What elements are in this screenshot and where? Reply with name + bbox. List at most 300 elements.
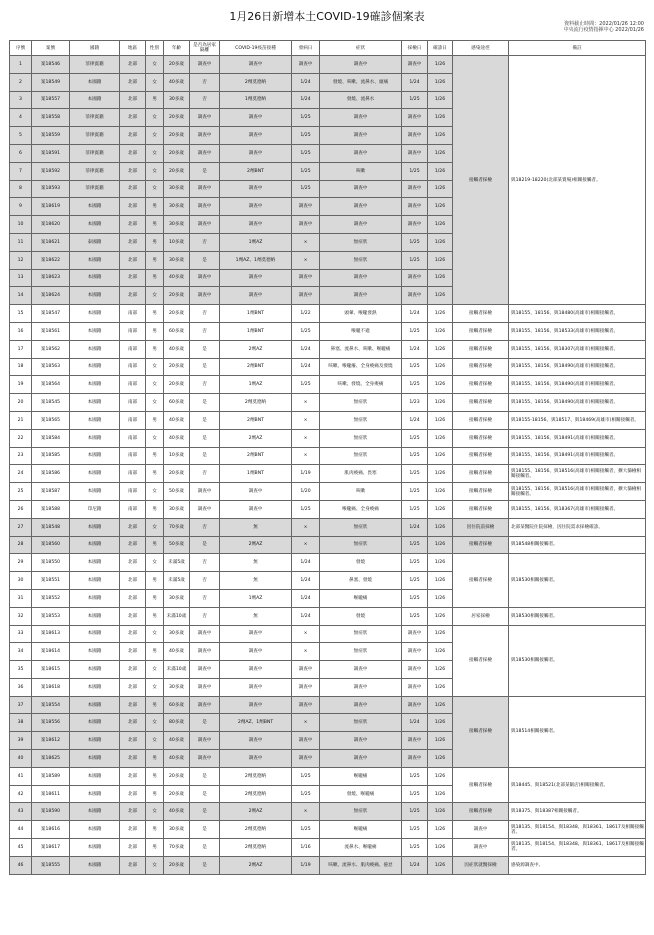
cell-onset: 1/16 (292, 839, 320, 857)
data-source-note (564, 21, 644, 34)
cell-area: 南部 (120, 358, 146, 376)
cell-nationality: 本國籍 (70, 696, 120, 714)
cell-sampling: 1/25 (402, 536, 428, 554)
cell-nationality: 本國籍 (70, 465, 120, 483)
cell-note: 北部某醫院住院採檢，因住院需求採檢確診。 (509, 518, 646, 536)
cell-age: 40多歲 (164, 73, 190, 91)
cell-symptoms: 咳嗽 (320, 483, 402, 501)
cell-note: 與18530相關接觸者。 (509, 554, 646, 607)
cell-onset: × (292, 625, 320, 643)
cell-area: 南部 (120, 394, 146, 412)
cell-case: 案18556 (32, 714, 70, 732)
cell-nationality: 本國籍 (70, 358, 120, 376)
cell-confirmed: 1/26 (428, 358, 453, 376)
cell-area: 南部 (120, 447, 146, 465)
case-table (9, 40, 646, 875)
cell-nationality: 本國籍 (70, 732, 120, 750)
cell-symptoms: 咳嗽、喉嚨癢、全身痠痛及發燒 (320, 358, 402, 376)
cell-note: 感染源調查中。 (509, 856, 646, 874)
cell-age: 20多歲 (164, 785, 190, 803)
cell-symptoms: 無症狀 (320, 251, 402, 269)
data-publisher: 中央流行疫情指揮中心 2022/01/26 (563, 27, 644, 34)
cell-note: 與18514相關接觸者。 (509, 696, 646, 767)
cell-route: 接觸者採檢 (453, 447, 509, 465)
cell-onset: × (292, 803, 320, 821)
cell-confirmed: 1/26 (428, 73, 453, 91)
cell-no: 24 (10, 465, 32, 483)
table-row (10, 394, 646, 412)
cell-age: 30多歲 (164, 625, 190, 643)
cell-onset: 1/19 (292, 856, 320, 874)
cell-symptoms: 調查中 (320, 109, 402, 127)
table-row (10, 56, 646, 74)
cell-isolation: 是 (190, 785, 220, 803)
cell-sex: 男 (146, 305, 164, 323)
cell-confirmed: 1/26 (428, 376, 453, 394)
cell-sampling: 1/25 (402, 358, 428, 376)
cell-nationality: 本國籍 (70, 767, 120, 785)
cell-no: 7 (10, 162, 32, 180)
table-header-row (10, 41, 646, 56)
cell-vaccine: 調查中 (220, 216, 292, 234)
cell-area: 北部 (120, 661, 146, 679)
cell-isolation: 調查中 (190, 109, 220, 127)
cell-confirmed: 1/26 (428, 127, 453, 145)
cell-isolation: 否 (190, 554, 220, 572)
cell-age: 30多歲 (164, 821, 190, 839)
cell-confirmed: 1/26 (428, 305, 453, 323)
cell-vaccine: 2劑莫德納 (220, 767, 292, 785)
cell-onset: × (292, 394, 320, 412)
cell-case: 案18562 (32, 340, 70, 358)
cell-sex: 女 (146, 162, 164, 180)
cell-confirmed: 1/26 (428, 233, 453, 251)
table-row (10, 465, 646, 483)
cell-confirmed: 1/26 (428, 483, 453, 501)
cell-symptoms: 無症狀 (320, 518, 402, 536)
cell-age: 40多歲 (164, 340, 190, 358)
cell-case: 案18546 (32, 56, 70, 74)
cell-sex: 女 (146, 803, 164, 821)
cell-confirmed: 1/26 (428, 803, 453, 821)
cell-sex: 女 (146, 429, 164, 447)
cell-onset: × (292, 251, 320, 269)
cell-onset: × (292, 233, 320, 251)
cell-nationality: 本國籍 (70, 821, 120, 839)
cell-sampling: 1/25 (402, 500, 428, 518)
cell-sex: 男 (146, 839, 164, 857)
cell-case: 案18560 (32, 536, 70, 554)
cell-age: 30多歲 (164, 180, 190, 198)
cell-case: 案18554 (32, 696, 70, 714)
cell-sex: 男 (146, 216, 164, 234)
cell-vaccine: 2劑AZ、1劑BNT (220, 714, 292, 732)
cell-symptoms: 調查中 (320, 216, 402, 234)
cell-route: 接觸者採檢 (453, 625, 509, 696)
cell-note: 與18155、18156、與18516(高雄市)相關接觸者，擴大篩檢相關接觸者。 (509, 483, 646, 501)
cell-no: 19 (10, 376, 32, 394)
cell-sex: 女 (146, 554, 164, 572)
cell-route: 接觸者採檢 (453, 305, 509, 323)
table-row (10, 340, 646, 358)
cell-vaccine: 1劑BNT (220, 305, 292, 323)
cell-no: 34 (10, 643, 32, 661)
cell-symptoms: 咳嗽、發燒、全身痠痛 (320, 376, 402, 394)
cell-isolation: 調查中 (190, 678, 220, 696)
cell-confirmed: 1/26 (428, 180, 453, 198)
cell-case: 案18564 (32, 376, 70, 394)
cell-age: 30多歲 (164, 500, 190, 518)
cell-isolation: 否 (190, 305, 220, 323)
cell-sampling: 1/25 (402, 821, 428, 839)
cell-isolation: 調查中 (190, 216, 220, 234)
cell-vaccine: 2劑AZ (220, 429, 292, 447)
cell-case: 案18625 (32, 750, 70, 768)
cell-area: 北部 (120, 251, 146, 269)
cell-case: 案18611 (32, 785, 70, 803)
cell-no: 27 (10, 518, 32, 536)
cell-area: 北部 (120, 198, 146, 216)
cell-no: 9 (10, 198, 32, 216)
cell-isolation: 調查中 (190, 500, 220, 518)
cell-age: 20多歲 (164, 465, 190, 483)
cell-symptoms: 無症狀 (320, 803, 402, 821)
cell-confirmed: 1/26 (428, 714, 453, 732)
cell-sex: 女 (146, 856, 164, 874)
table-row (10, 607, 646, 625)
cell-isolation: 是 (190, 839, 220, 857)
cell-symptoms: 調查中 (320, 180, 402, 198)
cell-sampling: 1/25 (402, 803, 428, 821)
cell-nationality: 本國籍 (70, 394, 120, 412)
cell-symptoms: 發燒、咳嗽、流鼻水、頭痛 (320, 73, 402, 91)
cell-symptoms: 咳嗽 (320, 162, 402, 180)
cell-symptoms: 發燒、流鼻水 (320, 91, 402, 109)
cell-area: 北部 (120, 536, 146, 554)
cell-nationality: 本國籍 (70, 856, 120, 874)
cell-area: 北部 (120, 589, 146, 607)
cell-case: 案18592 (32, 162, 70, 180)
cell-symptoms: 發燒、喉嚨痛 (320, 785, 402, 803)
cell-no: 18 (10, 358, 32, 376)
cell-confirmed: 1/26 (428, 429, 453, 447)
cell-nationality: 本國籍 (70, 714, 120, 732)
cell-isolation: 是 (190, 394, 220, 412)
cell-vaccine: 2劑莫德納 (220, 73, 292, 91)
cell-confirmed: 1/26 (428, 767, 453, 785)
cell-sex: 女 (146, 287, 164, 305)
cell-isolation: 是 (190, 767, 220, 785)
cell-age: 10多歲 (164, 233, 190, 251)
cell-area: 北部 (120, 856, 146, 874)
cell-age: 未滿5歲 (164, 572, 190, 590)
cell-case: 案18593 (32, 180, 70, 198)
cell-isolation: 是 (190, 162, 220, 180)
cell-sex: 男 (146, 465, 164, 483)
cell-isolation: 否 (190, 376, 220, 394)
cell-isolation: 調查中 (190, 198, 220, 216)
cell-confirmed: 1/26 (428, 56, 453, 74)
cell-sex: 女 (146, 109, 164, 127)
cell-sex: 女 (146, 73, 164, 91)
cell-onset: 1/24 (292, 358, 320, 376)
cell-vaccine: 調查中 (220, 198, 292, 216)
cell-route: 接觸者採檢 (453, 483, 509, 501)
cell-case: 案18559 (32, 127, 70, 145)
cell-area: 北部 (120, 607, 146, 625)
cell-confirmed: 1/26 (428, 785, 453, 803)
cell-sampling: 1/25 (402, 465, 428, 483)
header-age: 年齡 (164, 41, 190, 56)
cell-sex: 男 (146, 607, 164, 625)
table-row (10, 483, 646, 501)
cell-area: 南部 (120, 411, 146, 429)
table-row (10, 767, 646, 785)
cell-area: 北部 (120, 803, 146, 821)
cell-onset: 1/25 (292, 767, 320, 785)
cell-sex: 男 (146, 198, 164, 216)
cell-confirmed: 1/26 (428, 394, 453, 412)
cell-onset: 1/24 (292, 572, 320, 590)
cell-case: 案18558 (32, 109, 70, 127)
cell-area: 南部 (120, 483, 146, 501)
cell-no: 13 (10, 269, 32, 287)
cell-symptoms: 咳嗽、流鼻水、肌肉痠痛、倦怠 (320, 856, 402, 874)
header-onset: 發病日 (292, 41, 320, 56)
cell-case: 案18584 (32, 429, 70, 447)
cell-age: 20多歲 (164, 767, 190, 785)
cell-onset: 調查中 (292, 56, 320, 74)
cell-no: 43 (10, 803, 32, 821)
cell-area: 北部 (120, 162, 146, 180)
cell-isolation: 是 (190, 821, 220, 839)
cell-route: 接觸者採檢 (453, 429, 509, 447)
cell-note: 與18445、與18521(北部某飯店)相關接觸者。 (509, 767, 646, 803)
cell-route: 接觸者採檢 (453, 411, 509, 429)
cell-no: 42 (10, 785, 32, 803)
cell-case: 案18585 (32, 447, 70, 465)
cell-confirmed: 1/26 (428, 251, 453, 269)
cell-sampling: 1/23 (402, 394, 428, 412)
cell-age: 40多歲 (164, 732, 190, 750)
table-row (10, 696, 646, 714)
cell-confirmed: 1/26 (428, 162, 453, 180)
header-isolation: 是否為居家隔離 (190, 41, 220, 56)
cell-sex: 男 (146, 589, 164, 607)
header-route: 感染途徑 (453, 41, 509, 56)
cell-nationality: 本國籍 (70, 287, 120, 305)
cell-confirmed: 1/26 (428, 269, 453, 287)
header-case: 案號 (32, 41, 70, 56)
cell-no: 4 (10, 109, 32, 127)
cell-nationality: 本國籍 (70, 572, 120, 590)
cell-note: 與18530相關接觸者。 (509, 607, 646, 625)
cell-no: 22 (10, 429, 32, 447)
cell-isolation: 是 (190, 856, 220, 874)
cell-vaccine: 調查中 (220, 678, 292, 696)
cell-onset: 調查中 (292, 269, 320, 287)
cell-onset: × (292, 536, 320, 554)
cell-sampling: 調查中 (402, 180, 428, 198)
cell-age: 70多歲 (164, 839, 190, 857)
cell-nationality: 菲律賓籍 (70, 180, 120, 198)
cell-confirmed: 1/26 (428, 625, 453, 643)
cell-sex: 女 (146, 661, 164, 679)
cell-nationality: 本國籍 (70, 750, 120, 768)
cell-area: 北部 (120, 839, 146, 857)
cell-note: 與18155、18156、與18491(高雄市)相關接觸者。 (509, 429, 646, 447)
cell-sex: 女 (146, 483, 164, 501)
cell-vaccine: 無 (220, 607, 292, 625)
cell-sex: 女 (146, 376, 164, 394)
cell-area: 北部 (120, 233, 146, 251)
table-row (10, 518, 646, 536)
cell-route: 接觸者採檢 (453, 56, 509, 305)
cell-route: 因症狀就醫採檢 (453, 856, 509, 874)
cell-case: 案18549 (32, 73, 70, 91)
cell-sex: 男 (146, 750, 164, 768)
cell-onset: 調查中 (292, 750, 320, 768)
cell-case: 案18587 (32, 483, 70, 501)
cell-route: 接觸者採檢 (453, 340, 509, 358)
cell-isolation: 調查中 (190, 144, 220, 162)
cell-onset: 1/25 (292, 322, 320, 340)
cell-nationality: 泰國籍 (70, 233, 120, 251)
cell-note: 與18135、與18154、與18348、與18361、18617及相關接觸者。 (509, 839, 646, 857)
cell-isolation: 調查中 (190, 750, 220, 768)
cell-age: 20多歲 (164, 109, 190, 127)
cell-confirmed: 1/26 (428, 607, 453, 625)
cell-vaccine: 調查中 (220, 56, 292, 74)
cell-sampling: 調查中 (402, 198, 428, 216)
cell-area: 北部 (120, 56, 146, 74)
cell-onset: 1/25 (292, 109, 320, 127)
cell-route: 調查中 (453, 839, 509, 857)
cell-vaccine: 2劑莫德納 (220, 394, 292, 412)
cell-age: 20多歲 (164, 856, 190, 874)
data-cutoff-time: 資料截止時間：2022/01/26 12:00 (564, 21, 644, 27)
cell-area: 北部 (120, 109, 146, 127)
cell-sex: 男 (146, 821, 164, 839)
cell-no: 39 (10, 732, 32, 750)
cell-symptoms: 肌肉痠痛、畏寒 (320, 465, 402, 483)
cell-no: 1 (10, 56, 32, 74)
cell-symptoms: 無症狀 (320, 643, 402, 661)
cell-onset: 1/25 (292, 821, 320, 839)
cell-sampling: 1/25 (402, 429, 428, 447)
cell-no: 37 (10, 696, 32, 714)
cell-route: 接觸者採檢 (453, 696, 509, 767)
cell-age: 30多歲 (164, 678, 190, 696)
cell-no: 16 (10, 322, 32, 340)
cell-sex: 男 (146, 91, 164, 109)
cell-isolation: 是 (190, 358, 220, 376)
cell-case: 案18613 (32, 625, 70, 643)
cell-confirmed: 1/26 (428, 821, 453, 839)
cell-isolation: 調查中 (190, 180, 220, 198)
cell-sampling: 調查中 (402, 750, 428, 768)
cell-vaccine: 2劑AZ (220, 856, 292, 874)
header-area: 地區 (120, 41, 146, 56)
cell-no: 29 (10, 554, 32, 572)
cell-route: 接觸者採檢 (453, 465, 509, 483)
table-row (10, 411, 646, 429)
cell-onset: 調查中 (292, 216, 320, 234)
cell-confirmed: 1/26 (428, 518, 453, 536)
cell-nationality: 本國籍 (70, 518, 120, 536)
cell-symptoms: 喉嚨痛 (320, 589, 402, 607)
cell-area: 北部 (120, 625, 146, 643)
cell-age: 20多歲 (164, 358, 190, 376)
cell-area: 北部 (120, 678, 146, 696)
cell-nationality: 菲律賓籍 (70, 162, 120, 180)
cell-onset: 調查中 (292, 198, 320, 216)
cell-nationality: 本國籍 (70, 483, 120, 501)
cell-isolation: 否 (190, 518, 220, 536)
cell-sampling: 調查中 (402, 144, 428, 162)
cell-confirmed: 1/26 (428, 572, 453, 590)
cell-case: 案18550 (32, 554, 70, 572)
cell-symptoms: 無症狀 (320, 394, 402, 412)
cell-nationality: 菲律賓籍 (70, 109, 120, 127)
cell-symptoms: 調查中 (320, 127, 402, 145)
cell-no: 21 (10, 411, 32, 429)
cell-no: 5 (10, 127, 32, 145)
cell-case: 案18621 (32, 233, 70, 251)
cell-symptoms: 喉嚨痛 (320, 767, 402, 785)
cell-nationality: 本國籍 (70, 376, 120, 394)
cell-area: 南部 (120, 376, 146, 394)
cell-sex: 男 (146, 411, 164, 429)
cell-sampling: 調查中 (402, 216, 428, 234)
cell-no: 26 (10, 500, 32, 518)
cell-area: 北部 (120, 643, 146, 661)
cell-onset: 1/24 (292, 91, 320, 109)
cell-isolation: 調查中 (190, 625, 220, 643)
cell-onset: × (292, 518, 320, 536)
cell-age: 30多歲 (164, 251, 190, 269)
cell-isolation: 調查中 (190, 287, 220, 305)
cell-vaccine: 調查中 (220, 127, 292, 145)
cell-case: 案18614 (32, 643, 70, 661)
cell-sampling: 1/25 (402, 376, 428, 394)
cell-vaccine: 2劑BNT (220, 411, 292, 429)
cell-symptoms: 調查中 (320, 56, 402, 74)
cell-vaccine: 2劑莫德納 (220, 785, 292, 803)
cell-area: 北部 (120, 696, 146, 714)
cell-nationality: 本國籍 (70, 305, 120, 323)
cell-nationality: 本國籍 (70, 678, 120, 696)
cell-sex: 男 (146, 500, 164, 518)
cell-note: 與18375、與18387相關接觸者。 (509, 803, 646, 821)
cell-vaccine: 調查中 (220, 696, 292, 714)
cell-sex: 女 (146, 678, 164, 696)
cell-vaccine: 2劑AZ (220, 340, 292, 358)
cell-nationality: 本國籍 (70, 661, 120, 679)
cell-sex: 男 (146, 233, 164, 251)
cell-age: 30多歲 (164, 198, 190, 216)
cell-isolation: 是 (190, 536, 220, 554)
cell-vaccine: 調查中 (220, 109, 292, 127)
cell-route: 調查中 (453, 821, 509, 839)
cell-vaccine: 2劑莫德納 (220, 839, 292, 857)
cell-age: 20多歲 (164, 287, 190, 305)
cell-case: 案18565 (32, 411, 70, 429)
cell-no: 20 (10, 394, 32, 412)
cell-confirmed: 1/26 (428, 287, 453, 305)
cell-sex: 男 (146, 251, 164, 269)
cell-sampling: 1/25 (402, 572, 428, 590)
